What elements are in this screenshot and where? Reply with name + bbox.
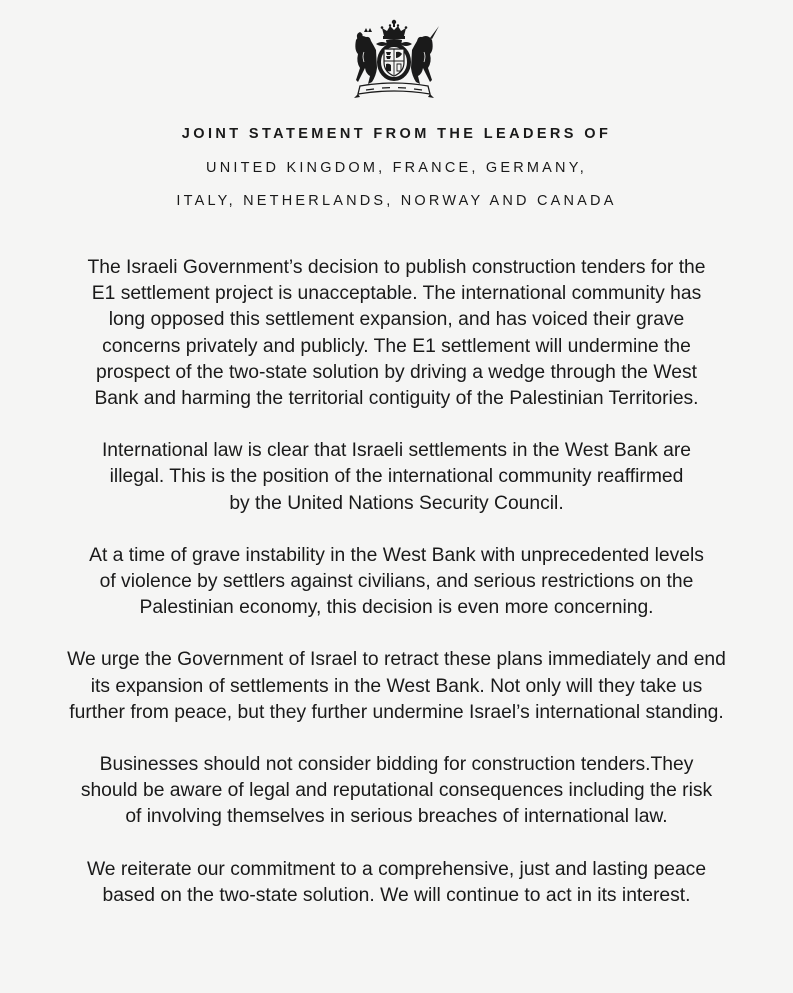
paragraph-6 [30,857,763,909]
paragraph-line: Palestinian economy, this decision is even more concerning. [139,597,654,619]
paragraph-5 [30,752,763,831]
paragraph-line: illegal. This is the position of the international community reaffirmed [109,466,684,488]
paragraph-line: of violence by settlers against civilians, and serious restrictions on the [99,571,694,593]
signatory-countries-line-1: UNITED KINGDOM, FRANCE, GERMANY, [206,160,587,176]
signatory-countries-line-2: ITALY, NETHERLANDS, NORWAY AND CANADA [176,193,617,209]
paragraph-line: We reiterate our commitment to a comprehensive, just and lasting peace [86,858,707,880]
paragraph-line: based on the two-state solution. We will continue to act in its interest. [102,884,691,906]
paragraph-4 [30,647,763,726]
paragraph-line: should be aware of legal and reputational consequences including the risk [80,780,713,802]
paragraph-line: The Israeli Government’s decision to publish construction tenders for the [87,257,706,278]
paragraph-line: Bank and harming the territorial contiguity of the Palestinian Territories. [94,388,699,410]
paragraph-line: International law is clear that Israeli settlements in the West Bank are [101,440,692,462]
paragraph-line: At a time of grave instability in the West Bank with unprecedented levels [89,544,704,566]
paragraph-line: long opposed this settlement expansion, and has voiced their grave [108,309,685,331]
statement-title: JOINT STATEMENT FROM THE LEADERS OF [181,126,612,142]
paragraph-1 [30,255,763,412]
paragraph-line: further from peace, but they further undermine Israel’s international standing. [69,701,724,723]
paragraph-line: prospect of the two-state solution by driving a wedge through the West [96,361,697,383]
paragraph-3 [30,543,763,622]
paragraph-line: E1 settlement project is unacceptable. The international community has [91,283,702,305]
statement-body [30,255,763,935]
paragraph-line: of involving themselves in serious breaches of international law. [125,806,668,828]
paragraph-line: its expansion of settlements in the West Bank. Not only will they take us [90,675,703,697]
paragraph-line: concerns privately and publicly. The E1 settlement will undermine the [102,335,691,357]
paragraph-line: Businesses should not consider bidding for construction tenders.They [99,754,694,776]
paragraph-line: We urge the Government of Israel to retract these plans immediately and end [67,649,726,671]
paragraph-line: by the United Nations Security Council. [229,492,564,514]
royal-coat-of-arms-icon [346,18,442,102]
paragraph-2 [30,438,763,517]
